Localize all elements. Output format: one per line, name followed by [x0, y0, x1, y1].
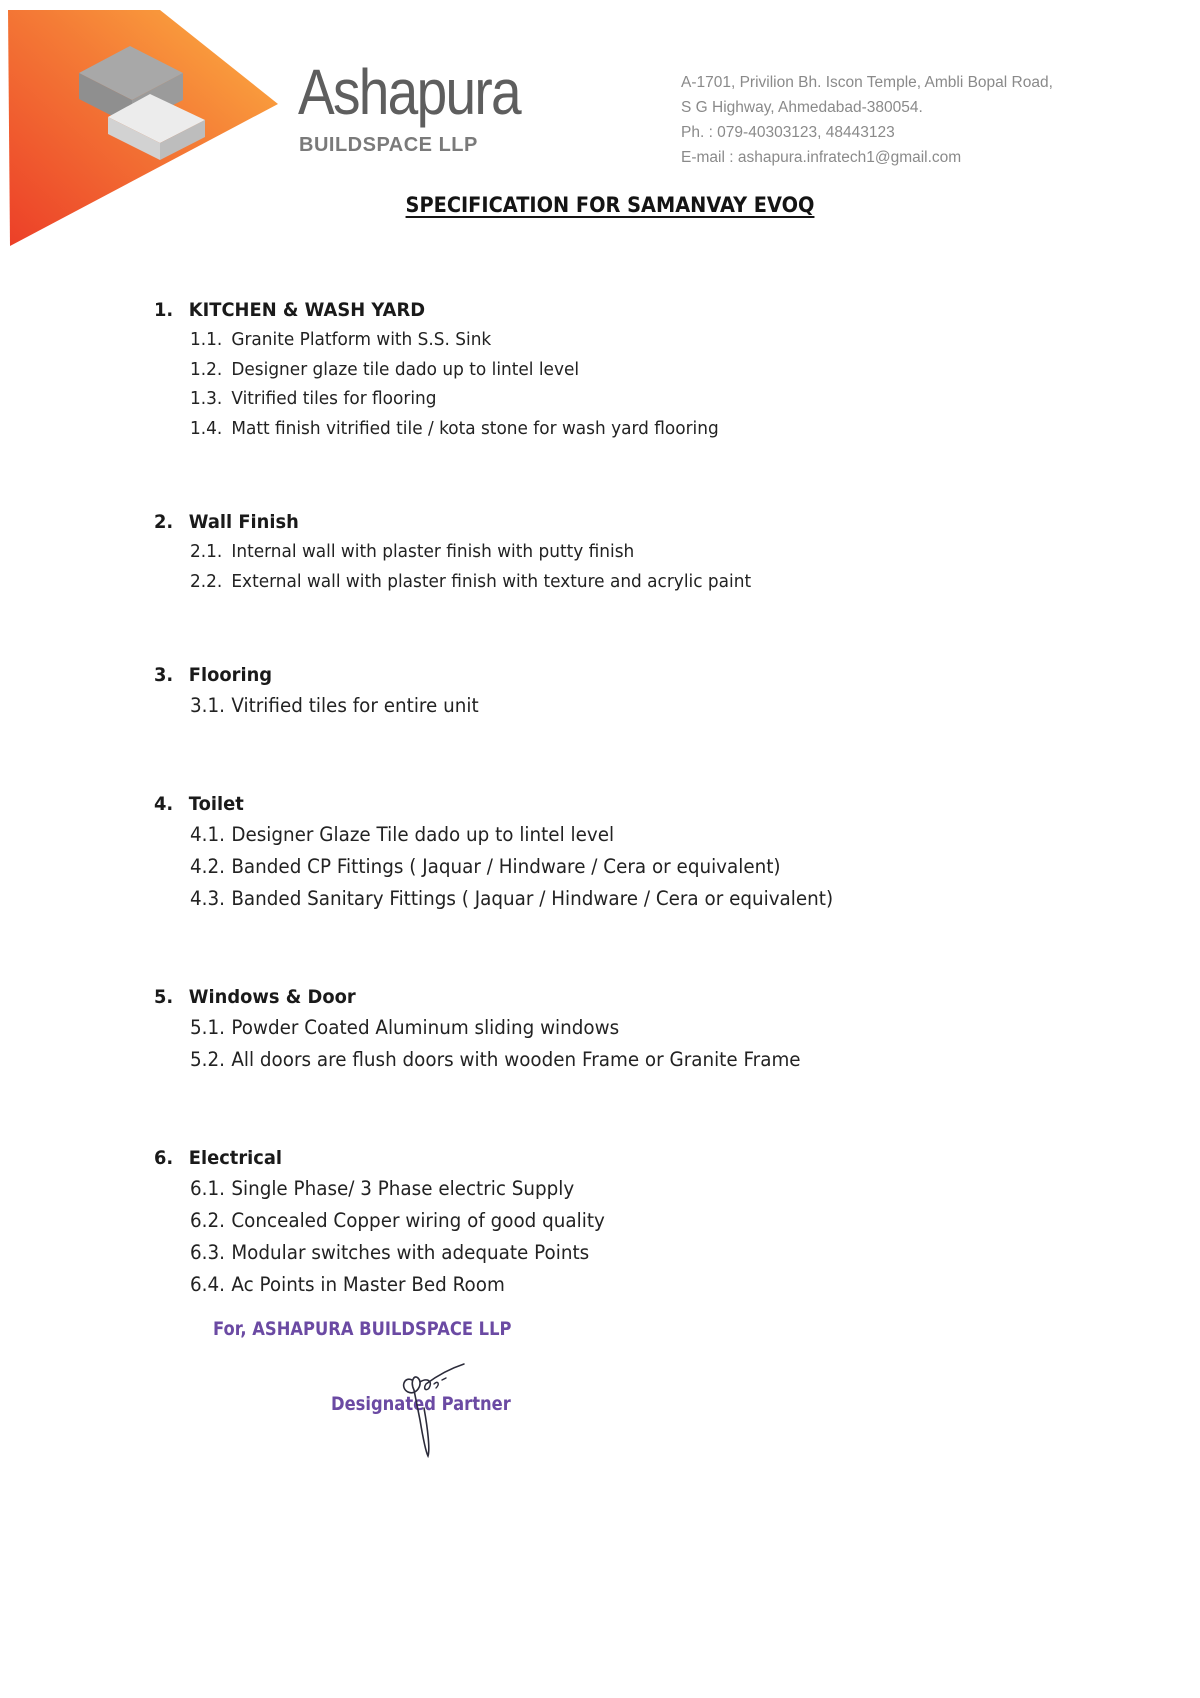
section-heading	[154, 507, 749, 537]
spec-section-wall-finish	[154, 507, 787, 596]
section-title: Windows & Door	[188, 986, 356, 1008]
item-text: Designer Glaze Tile dado up to lintel level	[231, 823, 615, 846]
list-item	[190, 1269, 605, 1301]
item-number: 5.1.	[190, 1016, 225, 1039]
list-item	[190, 414, 719, 444]
item-number: 1.4.	[190, 417, 223, 439]
item-number: 5.2.	[190, 1048, 225, 1071]
item-text: Matt finish vitrified tile / kota stone for wash yard flooring	[231, 417, 719, 439]
item-number: 6.4.	[190, 1273, 225, 1296]
item-text: External wall with plaster finish with texture and acrylic paint	[231, 570, 752, 592]
item-number: 1.1.	[190, 329, 223, 350]
item-text: Banded CP Fittings ( Jaquar / Hindware / Cera or equivalent)	[231, 855, 781, 878]
list-item	[190, 567, 751, 597]
phone-line: Ph. : 079-40303123, 48443123	[681, 124, 895, 141]
company-subtitle: BUILDSPACE LLP	[299, 134, 478, 156]
section-number: 2.	[154, 511, 174, 533]
stamp-role: Designated Partner	[331, 1393, 511, 1415]
document-title: SPECIFICATION FOR SAMANVAY EVOQ	[405, 193, 815, 217]
item-text: Ac Points in Master Bed Room	[231, 1273, 505, 1296]
item-number: 2.2.	[190, 570, 223, 592]
item-number: 6.2.	[190, 1209, 225, 1232]
item-text: Single Phase/ 3 Phase electric Supply	[231, 1177, 575, 1200]
item-text: Powder Coated Aluminum sliding windows	[231, 1016, 620, 1039]
section-heading	[154, 1143, 603, 1173]
item-number: 6.3.	[190, 1241, 225, 1264]
item-number: 2.1.	[190, 541, 223, 562]
list-item	[190, 325, 719, 355]
section-heading	[154, 295, 717, 325]
company-name: Ashapura	[298, 56, 520, 128]
item-number: 4.1.	[190, 823, 225, 846]
company-logo-icon	[0, 0, 300, 260]
item-number: 1.2.	[190, 358, 223, 380]
address-line: S G Highway, Ahmedabad-380054.	[681, 99, 923, 116]
spec-section-toilet	[154, 789, 874, 915]
address-line: A-1701, Privilion Bh. Iscon Temple, Ambli Bopal Road,	[681, 74, 1053, 91]
item-text: All doors are flush doors with wooden Frame or Granite Frame	[231, 1048, 801, 1071]
item-text: Banded Sanitary Fittings ( Jaquar / Hindware / Cera or equivalent)	[231, 887, 834, 910]
item-text: Internal wall with plaster finish with putty finish	[231, 541, 635, 562]
list-item	[190, 1173, 605, 1205]
list-item	[190, 1044, 801, 1076]
section-title: Toilet	[188, 793, 244, 815]
section-number: 1.	[154, 299, 174, 321]
item-text: Designer glaze tile dado up to lintel level	[231, 358, 580, 380]
section-number: 5.	[154, 986, 174, 1008]
item-text: Vitrified tiles for entire unit	[231, 694, 479, 717]
item-text: Vitrified tiles for flooring	[231, 388, 437, 409]
list-item	[190, 690, 479, 722]
item-number: 3.1.	[190, 694, 225, 717]
section-title: KITCHEN & WASH YARD	[188, 299, 426, 321]
item-number: 1.3.	[190, 388, 223, 409]
section-title: Electrical	[188, 1147, 283, 1169]
list-item	[190, 355, 719, 385]
signature-icon	[390, 1360, 480, 1460]
spec-section-windows-door	[154, 982, 840, 1076]
item-text: Concealed Copper wiring of good quality	[231, 1209, 605, 1232]
section-number: 6.	[154, 1147, 174, 1169]
list-item	[190, 1205, 605, 1237]
item-number: 6.1.	[190, 1177, 225, 1200]
section-title: Wall Finish	[188, 511, 299, 533]
section-heading	[154, 660, 477, 690]
item-number: 4.3.	[190, 887, 225, 910]
list-item	[190, 1237, 605, 1269]
spec-section-electrical	[154, 1143, 631, 1301]
list-item	[190, 384, 719, 414]
list-item	[190, 1012, 801, 1044]
email-line: E-mail : ashapura.infratech1@gmail.com	[681, 149, 962, 166]
section-heading	[154, 789, 831, 819]
address-block	[681, 70, 1053, 170]
stamp-company-name: For, ASHAPURA BUILDSPACE LLP	[213, 1318, 512, 1340]
section-title: Flooring	[188, 664, 273, 686]
list-item	[190, 883, 833, 915]
section-number: 3.	[154, 664, 174, 686]
list-item	[190, 851, 833, 883]
list-item	[190, 537, 751, 567]
spec-section-flooring	[154, 660, 497, 722]
item-text: Granite Platform with S.S. Sink	[231, 329, 492, 350]
section-number: 4.	[154, 793, 174, 815]
list-item	[190, 819, 833, 851]
item-number: 4.2.	[190, 855, 225, 878]
item-text: Modular switches with adequate Points	[231, 1241, 590, 1264]
spec-section-kitchen	[154, 295, 752, 443]
section-heading	[154, 982, 798, 1012]
